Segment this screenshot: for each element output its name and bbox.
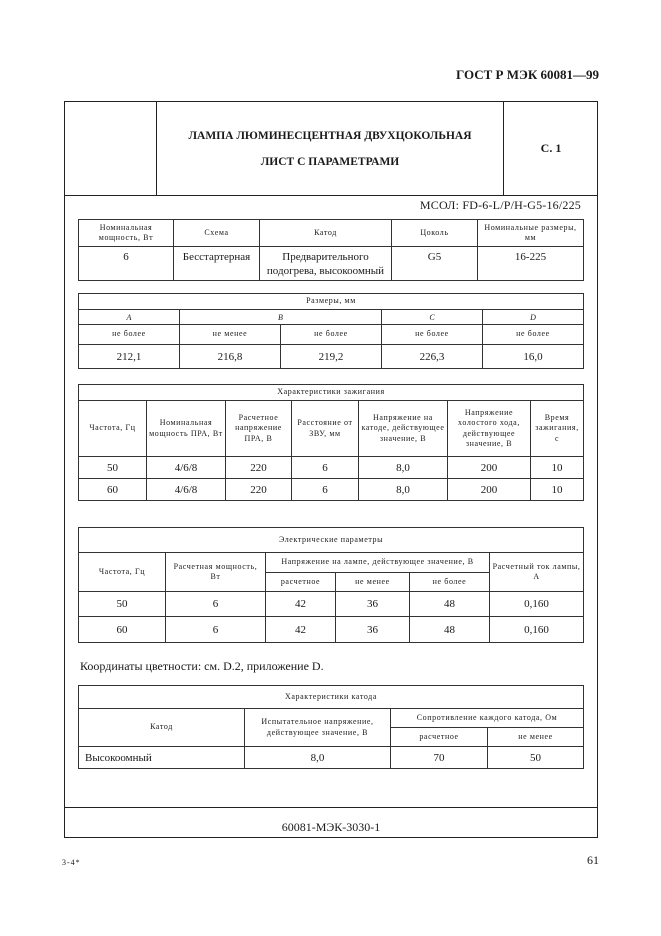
table-header: Номинальная мощность ПРА, Вт (147, 401, 226, 457)
table-row (79, 457, 584, 479)
table-row (79, 220, 584, 247)
table-header: Испытательное напряжение, действующее значение, В (245, 709, 391, 747)
table-cell: 220 (226, 457, 292, 479)
table-cell: 36 (336, 592, 410, 617)
table-cell: 10 (531, 479, 584, 501)
dimension-letter: C (382, 310, 483, 325)
table-cell: 6 (79, 247, 174, 281)
electrical-table (78, 527, 584, 643)
table-title: Характеристики зажигания (79, 385, 584, 401)
dimension-limit: не более (79, 325, 180, 345)
table-cell: 0,160 (490, 592, 584, 617)
table-cell: 50 (488, 747, 584, 769)
table-row (79, 479, 584, 501)
table-subheader: расчетное (266, 573, 336, 592)
table-cell: 60 (79, 617, 166, 643)
chromaticity-note: Координаты цветности: см. D.2, приложение D. (80, 659, 324, 673)
table-cell: 4/6/8 (147, 479, 226, 501)
ignition-table (78, 384, 584, 501)
dimension-letter: B (180, 310, 382, 325)
dimension-letter: D (483, 310, 584, 325)
table-cell: 42 (266, 617, 336, 643)
table-row (79, 617, 584, 643)
dimension-value: 16,0 (483, 345, 584, 369)
table-cell: Высокоомный (79, 747, 245, 769)
general-table (78, 219, 584, 281)
table-title: Размеры, мм (79, 294, 584, 310)
table-cell: 220 (226, 479, 292, 501)
table-cell: G5 (392, 247, 478, 281)
dimension-limit: не более (483, 325, 584, 345)
table-header: Расчетное напряжение ПРА, В (226, 401, 292, 457)
table-row (79, 385, 584, 401)
table-header: Расчетная мощность, Вт (166, 553, 266, 592)
table-subheader: не более (410, 573, 490, 592)
table-subheader: не менее (488, 728, 584, 747)
table-cell: 36 (336, 617, 410, 643)
table-row (79, 528, 584, 553)
dimension-value: 226,3 (382, 345, 483, 369)
footer-divider (64, 807, 598, 808)
table-header: Катод (79, 709, 245, 747)
dimension-letter: A (79, 310, 180, 325)
table-row (79, 592, 584, 617)
table-cell: 48 (410, 592, 490, 617)
table-row (79, 401, 584, 457)
sheet-number: С. 1 (540, 141, 562, 155)
table-cell: 6 (292, 479, 359, 501)
table-cell: 50 (79, 457, 147, 479)
table-row (79, 686, 584, 709)
dimension-limit: не более (382, 325, 483, 345)
table-cell: 6 (166, 592, 266, 617)
page-number: 61 (587, 853, 599, 867)
table-subheader: расчетное (391, 728, 488, 747)
title-block-title (157, 101, 504, 196)
dimension-limit: не более (281, 325, 382, 345)
table-cell: 16-225 (478, 247, 584, 281)
dimension-value: 219,2 (281, 345, 382, 369)
table-row (79, 247, 584, 281)
table-header: Сопротивление каждого катода, Ом (391, 709, 584, 728)
table-cell: 6 (292, 457, 359, 479)
table-header: Номинальная мощность, Вт (79, 220, 174, 247)
table-header: Номинальные размеры, мм (478, 220, 584, 247)
table-cell: 50 (79, 592, 166, 617)
table-header: Расстояние от ЗВУ, мм (292, 401, 359, 457)
title-line-2: ЛИСТ С ПАРАМЕТРАМИ (260, 155, 400, 168)
table-cell: Бесстартерная (174, 247, 260, 281)
table-header: Напряжение на лампе, действующее значение, В (266, 553, 490, 573)
table-row (79, 553, 584, 573)
table-header: Катод (260, 220, 392, 247)
table-row (79, 747, 584, 769)
dimension-value: 216,8 (180, 345, 281, 369)
table-cell: 8,0 (245, 747, 391, 769)
dimension-value: 212,1 (79, 345, 180, 369)
table-row (79, 310, 584, 325)
print-mark: 3-4* (62, 858, 81, 867)
table-cell: 6 (166, 617, 266, 643)
table-title: Электрические параметры (79, 528, 584, 553)
standard-designation: ГОСТ Р МЭК 60081—99 (456, 67, 599, 82)
table-row (79, 345, 584, 369)
table-cell: Предварительного подогрева, высокоомный (260, 247, 392, 281)
table-cell: 70 (391, 747, 488, 769)
table-cell: 200 (448, 479, 531, 501)
table-header: Цоколь (392, 220, 478, 247)
table-header: Частота, Гц (79, 401, 147, 457)
table-header: Напряжение на катоде, действующее значение, В (359, 401, 448, 457)
table-cell: 4/6/8 (147, 457, 226, 479)
dimension-limit: не менее (180, 325, 281, 345)
lamp-designation: МСОЛ: FD-6-L/P/H-G5-16/225 (419, 198, 581, 212)
table-cell: 42 (266, 592, 336, 617)
table-row (79, 294, 584, 310)
document-number: 60081-МЭК-3030-1 (281, 820, 381, 834)
table-row (79, 709, 584, 728)
table-cell: 10 (531, 457, 584, 479)
table-cell: 0,160 (490, 617, 584, 643)
title-line-1: ЛАМПА ЛЮМИНЕСЦЕНТНАЯ ДВУХЦОКОЛЬНАЯ (188, 129, 472, 142)
table-cell: 8,0 (359, 457, 448, 479)
table-cell: 200 (448, 457, 531, 479)
table-subheader: не менее (336, 573, 410, 592)
dimensions-table (78, 293, 584, 369)
table-row (79, 325, 584, 345)
table-header: Время зажигания, с (531, 401, 584, 457)
table-header: Напряжение холостого хода, действующее значение, В (448, 401, 531, 457)
table-header: Схема (174, 220, 260, 247)
table-cell: 8,0 (359, 479, 448, 501)
table-title: Характеристики катода (79, 686, 584, 709)
table-cell: 60 (79, 479, 147, 501)
title-block-left-cell (64, 101, 157, 196)
table-header: Частота, Гц (79, 553, 166, 592)
table-cell: 48 (410, 617, 490, 643)
table-header: Расчетный ток лампы, А (490, 553, 584, 592)
cathode-table (78, 685, 584, 769)
